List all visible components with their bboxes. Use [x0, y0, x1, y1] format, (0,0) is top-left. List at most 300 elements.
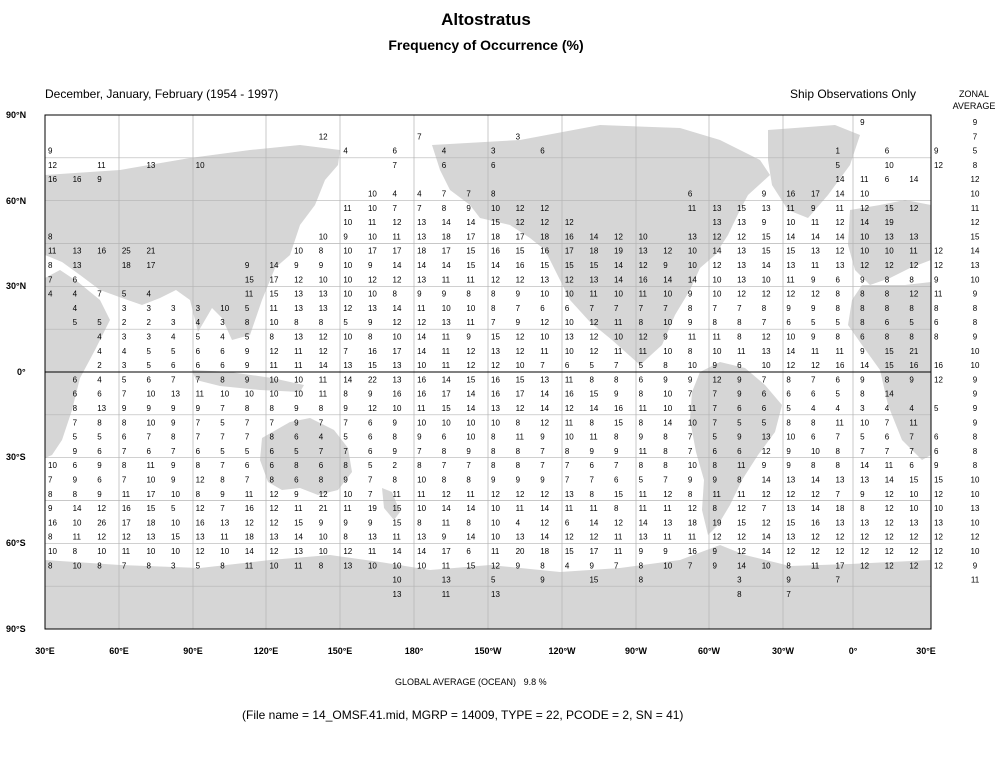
- cell-value: 15: [589, 575, 599, 585]
- cell-value: 7: [417, 446, 422, 456]
- cell-value: 10: [318, 275, 328, 285]
- cell-value: 15: [244, 275, 254, 285]
- cell-value: 12: [515, 332, 525, 342]
- cell-value: 11: [48, 246, 57, 256]
- cell-value: 8: [835, 446, 841, 456]
- zonal-average-value: 8: [972, 160, 978, 170]
- cell-value: 7: [761, 318, 767, 328]
- cell-value: 11: [392, 532, 401, 542]
- cell-value: 17: [466, 232, 476, 242]
- cell-value: 9: [97, 489, 102, 499]
- cell-value: 11: [392, 489, 401, 499]
- cell-value: 12: [589, 318, 599, 328]
- cell-value: 12: [269, 346, 279, 356]
- cell-value: 25: [121, 246, 131, 256]
- cell-value: 13: [737, 275, 747, 285]
- lon-label-90w: 90°W: [624, 646, 648, 656]
- cell-value: 14: [761, 547, 771, 556]
- cell-value: 12: [515, 404, 525, 413]
- cell-value: 11: [687, 404, 697, 413]
- cell-value: 8: [48, 489, 53, 499]
- cell-value: 8: [441, 446, 447, 456]
- cell-value: 7: [663, 303, 668, 313]
- cell-value: 6: [564, 303, 570, 313]
- cell-value: 15: [515, 375, 525, 385]
- cell-value: 13: [220, 518, 230, 528]
- cell-value: 16: [934, 361, 943, 371]
- cell-value: 8: [515, 461, 521, 471]
- cell-value: 8: [244, 404, 250, 413]
- lon-label-60w: 60°W: [697, 646, 721, 656]
- zonal-average-value: 10: [970, 518, 980, 528]
- cell-value: 14: [441, 375, 451, 385]
- cell-value: 7: [884, 418, 890, 428]
- cell-value: 10: [343, 489, 353, 499]
- cell-value: 6: [72, 275, 78, 285]
- cell-value: 13: [687, 232, 697, 242]
- cell-value: 7: [466, 189, 471, 199]
- cell-value: 8: [491, 289, 496, 299]
- cell-value: 5: [195, 561, 201, 571]
- cell-value: 7: [244, 432, 250, 442]
- cell-value: 12: [343, 303, 353, 313]
- cell-value: 17: [589, 547, 599, 556]
- cell-value: 13: [860, 518, 870, 528]
- cell-value: 11: [367, 547, 377, 556]
- cell-value: 6: [97, 446, 102, 456]
- cell-value: 13: [195, 532, 205, 542]
- cell-value: 18: [146, 518, 156, 528]
- cell-value: 10: [220, 303, 230, 313]
- cell-value: 8: [343, 389, 348, 399]
- cell-value: 9: [614, 446, 619, 456]
- cell-value: 12: [934, 261, 943, 270]
- cell-value: 7: [318, 446, 324, 456]
- cell-value: 11: [441, 346, 451, 356]
- cell-value: 7: [663, 475, 668, 485]
- cell-value: 10: [318, 232, 328, 242]
- cell-value: 9: [318, 261, 324, 270]
- cell-value: 12: [737, 532, 747, 542]
- cell-value: 9: [712, 475, 717, 485]
- cell-value: 11: [835, 346, 844, 356]
- cell-value: 11: [884, 461, 894, 471]
- zonal-average-value: 11: [970, 203, 980, 213]
- cell-value: 8: [589, 418, 594, 428]
- cell-value: 4: [171, 332, 176, 342]
- cell-value: 9: [712, 561, 717, 571]
- cell-value: 13: [392, 375, 402, 385]
- cell-value: 12: [614, 232, 623, 242]
- cell-value: 12: [491, 489, 500, 499]
- cell-value: 9: [761, 218, 767, 228]
- global-average-label: GLOBAL AVERAGE (OCEAN): [395, 677, 517, 687]
- cell-value: 10: [540, 332, 550, 342]
- cell-value: 21: [909, 346, 919, 356]
- cell-value: 11: [835, 418, 844, 428]
- lon-label-120w: 120°W: [548, 646, 576, 656]
- cell-value: 11: [663, 532, 672, 542]
- cell-value: 11: [515, 432, 524, 442]
- cell-value: 14: [884, 475, 894, 485]
- cell-value: 16: [48, 175, 57, 185]
- cell-value: 10: [269, 561, 279, 571]
- cell-value: 14: [318, 361, 328, 371]
- cell-value: 6: [737, 404, 742, 413]
- cell-value: 11: [614, 547, 623, 556]
- cell-value: 11: [835, 203, 844, 213]
- cell-value: 11: [294, 346, 303, 356]
- cell-value: 8: [48, 532, 53, 542]
- cell-value: 7: [48, 475, 53, 485]
- cell-value: 9: [294, 261, 299, 270]
- cell-value: 11: [540, 346, 549, 356]
- cell-value: 12: [810, 289, 820, 299]
- cell-value: 10: [269, 389, 279, 399]
- cell-value: 9: [663, 375, 668, 385]
- cell-value: 16: [195, 518, 205, 528]
- cell-value: 6: [72, 389, 78, 399]
- cell-value: 12: [835, 532, 845, 542]
- cell-value: 14: [466, 532, 476, 542]
- cell-value: 12: [515, 218, 525, 228]
- zonal-average-value: 10: [970, 361, 980, 371]
- cell-value: 6: [835, 375, 841, 385]
- cell-value: 13: [392, 589, 402, 599]
- cell-value: 9: [97, 175, 102, 185]
- cell-value: 8: [860, 303, 865, 313]
- cell-value: 18: [589, 246, 599, 256]
- cell-value: 12: [934, 160, 943, 170]
- cell-value: 15: [392, 504, 402, 514]
- cell-value: 5: [121, 289, 127, 299]
- cell-value: 12: [589, 532, 599, 542]
- cell-value: 14: [466, 389, 476, 399]
- cell-value: 12: [860, 203, 870, 213]
- cell-value: 11: [97, 160, 106, 170]
- zonal-average-value: 9: [972, 375, 978, 385]
- cell-value: 7: [737, 303, 742, 313]
- cell-value: 15: [786, 246, 796, 256]
- cell-value: 7: [540, 446, 545, 456]
- cell-value: 14: [392, 303, 402, 313]
- cell-value: 11: [244, 489, 254, 499]
- lon-label-120e: 120°E: [253, 646, 279, 656]
- cell-value: 11: [491, 547, 500, 556]
- cell-value: 13: [786, 504, 796, 514]
- zonal-average-value: 13: [970, 504, 980, 514]
- cell-value: 5: [934, 404, 939, 413]
- cell-value: 12: [244, 518, 254, 528]
- cell-value: 13: [146, 160, 156, 170]
- cell-value: 14: [884, 389, 894, 399]
- file-info: (File name = 14_OMSF.41.mid, MGRP = 14009, TYPE = 22, PCODE = 2, SN = 41): [242, 708, 684, 722]
- cell-value: 6: [72, 461, 78, 471]
- cell-value: 12: [663, 489, 673, 499]
- cell-value: 15: [564, 547, 574, 556]
- cell-value: 14: [638, 518, 648, 528]
- cell-value: 10: [417, 418, 427, 428]
- cell-value: 16: [515, 261, 525, 270]
- cell-value: 11: [343, 504, 352, 514]
- cell-value: 2: [121, 318, 127, 328]
- cell-value: 7: [72, 418, 78, 428]
- cell-value: 16: [638, 275, 648, 285]
- cell-value: 14: [614, 275, 623, 285]
- cell-value: 14: [244, 547, 254, 556]
- cell-value: 9: [737, 375, 742, 385]
- cell-value: 12: [687, 504, 697, 514]
- cell-value: 10: [392, 575, 402, 585]
- cell-value: 8: [564, 446, 570, 456]
- cell-value: 12: [318, 132, 328, 142]
- cell-value: 8: [663, 461, 668, 471]
- cell-value: 13: [909, 518, 919, 528]
- cell-value: 8: [786, 561, 791, 571]
- cell-value: 9: [860, 375, 865, 385]
- cell-value: 3: [171, 318, 176, 328]
- cell-value: 9: [687, 375, 693, 385]
- cell-value: 8: [195, 461, 201, 471]
- cell-value: 12: [589, 332, 599, 342]
- cell-value: 8: [761, 303, 767, 313]
- cell-value: 9: [343, 475, 348, 485]
- cell-value: 8: [121, 461, 127, 471]
- cell-value: 11: [909, 246, 918, 256]
- cell-value: 6: [195, 346, 201, 356]
- cell-value: 7: [491, 318, 496, 328]
- cell-value: 4: [220, 332, 225, 342]
- cell-value: 14: [860, 361, 870, 371]
- cell-value: 10: [786, 332, 796, 342]
- cell-value: 8: [97, 561, 102, 571]
- cell-value: 6: [540, 303, 545, 313]
- cell-value: 4: [835, 404, 841, 413]
- cell-value: 10: [367, 189, 377, 199]
- cell-value: 16: [786, 189, 796, 199]
- cell-value: 9: [491, 475, 496, 485]
- cell-value: 12: [638, 261, 648, 270]
- lon-label-150w: 150°W: [474, 646, 502, 656]
- cell-value: 10: [294, 375, 304, 385]
- cell-value: 12: [860, 261, 870, 270]
- cell-value: 12: [712, 232, 722, 242]
- cell-value: 15: [491, 332, 500, 342]
- cell-value: 11: [466, 275, 475, 285]
- cell-value: 12: [195, 504, 205, 514]
- cell-value: 8: [934, 332, 939, 342]
- cell-value: 9: [687, 475, 693, 485]
- cell-value: 13: [564, 489, 574, 499]
- cell-value: 5: [171, 346, 176, 356]
- cell-value: 8: [392, 475, 398, 485]
- cell-value: 17: [441, 547, 451, 556]
- cell-value: 12: [884, 547, 894, 556]
- cell-value: 5: [909, 318, 914, 328]
- cell-value: 12: [491, 561, 500, 571]
- lat-label-eq: 0°: [17, 367, 26, 377]
- cell-value: 11: [417, 303, 426, 313]
- cell-value: 14: [663, 275, 673, 285]
- cell-value: 13: [860, 475, 870, 485]
- cell-value: 8: [269, 404, 274, 413]
- chart-subtitle: Frequency of Occurrence (%): [388, 37, 584, 53]
- cell-value: 7: [614, 561, 619, 571]
- cell-value: 10: [318, 532, 328, 542]
- cell-value: 12: [294, 275, 304, 285]
- cell-value: 10: [786, 432, 796, 442]
- zonal-average-value: 10: [970, 489, 980, 499]
- cell-value: 13: [712, 218, 722, 228]
- cell-value: 11: [294, 561, 303, 571]
- cell-value: 8: [466, 518, 471, 528]
- cell-value: 11: [712, 489, 721, 499]
- cell-value: 3: [171, 303, 176, 313]
- cell-value: 12: [367, 404, 377, 413]
- cell-value: 21: [318, 504, 328, 514]
- source-note: Ship Observations Only: [790, 87, 917, 101]
- cell-value: 16: [417, 375, 427, 385]
- cell-value: 8: [860, 504, 865, 514]
- cell-value: 8: [318, 318, 324, 328]
- cell-value: 10: [614, 289, 623, 299]
- cell-value: 12: [737, 289, 747, 299]
- cell-value: 10: [343, 246, 353, 256]
- cell-value: 9: [786, 303, 791, 313]
- cell-value: 9: [343, 518, 348, 528]
- cell-value: 7: [564, 475, 570, 485]
- cell-value: 11: [244, 289, 254, 299]
- cell-value: 11: [614, 532, 623, 542]
- cell-value: 5: [786, 404, 791, 413]
- cell-value: 11: [810, 346, 820, 356]
- cell-value: 10: [909, 489, 919, 499]
- cell-value: 11: [589, 432, 598, 442]
- cell-value: 16: [48, 518, 57, 528]
- cell-value: 16: [367, 346, 377, 356]
- cell-value: 6: [220, 346, 225, 356]
- cell-value: 13: [146, 532, 156, 542]
- cell-value: 12: [712, 375, 722, 385]
- cell-value: 10: [417, 504, 427, 514]
- cell-value: 9: [638, 547, 644, 556]
- cell-value: 8: [638, 418, 644, 428]
- cell-value: 11: [786, 203, 795, 213]
- cell-value: 7: [835, 575, 841, 585]
- cell-value: 11: [244, 561, 254, 571]
- cell-value: 5: [72, 318, 78, 328]
- zonal-average-value: 12: [970, 218, 980, 228]
- cell-value: 8: [220, 561, 225, 571]
- cell-value: 12: [392, 318, 402, 328]
- cell-value: 6: [269, 461, 274, 471]
- cell-value: 11: [589, 289, 598, 299]
- cell-value: 10: [318, 547, 328, 556]
- cell-value: 6: [614, 475, 619, 485]
- cell-value: 7: [786, 589, 791, 599]
- cell-value: 7: [687, 561, 693, 571]
- cell-value: 6: [220, 361, 225, 371]
- cell-value: 2: [146, 318, 151, 328]
- cell-value: 6: [589, 461, 594, 471]
- cell-value: 4: [909, 404, 914, 413]
- cell-value: 15: [466, 375, 476, 385]
- cell-value: 8: [318, 246, 324, 256]
- cell-value: 15: [884, 203, 894, 213]
- cell-value: 10: [687, 361, 697, 371]
- cell-value: 13: [712, 203, 722, 213]
- zonal-average-value: 10: [970, 547, 980, 556]
- cell-value: 10: [220, 547, 230, 556]
- cell-value: 7: [343, 446, 348, 456]
- cell-value: 5: [491, 575, 496, 585]
- cell-value: 13: [564, 332, 574, 342]
- cell-value: 8: [909, 275, 914, 285]
- cell-value: 14: [909, 175, 919, 185]
- cell-value: 14: [810, 232, 820, 242]
- cell-value: 6: [294, 475, 299, 485]
- cell-value: 18: [687, 518, 697, 528]
- lon-label-90e: 90°E: [183, 646, 203, 656]
- cell-value: 12: [786, 489, 796, 499]
- cell-value: 12: [121, 532, 131, 542]
- lat-label-60n: 60°N: [6, 196, 27, 206]
- cell-value: 14: [540, 504, 550, 514]
- cell-value: 15: [737, 518, 747, 528]
- cell-value: 9: [515, 561, 521, 571]
- cell-value: 10: [515, 361, 525, 371]
- zonal-average-value: 9: [972, 118, 978, 127]
- cell-value: 17: [441, 246, 451, 256]
- cell-value: 5: [146, 346, 151, 356]
- cell-value: 1: [835, 146, 841, 156]
- cell-value: 13: [417, 232, 427, 242]
- cell-value: 12: [269, 518, 279, 528]
- cell-value: 13: [392, 361, 402, 371]
- lon-label-180: 180°: [404, 646, 424, 656]
- cell-value: 10: [343, 261, 353, 270]
- cell-value: 12: [564, 404, 574, 413]
- cell-value: 11: [367, 218, 377, 228]
- cell-value: 10: [687, 261, 697, 270]
- cell-value: 10: [491, 203, 500, 213]
- cell-value: 6: [367, 432, 373, 442]
- cell-value: 9: [244, 346, 250, 356]
- cell-value: 10: [171, 518, 180, 528]
- cell-value: 7: [171, 446, 176, 456]
- cell-value: 11: [712, 332, 721, 342]
- cell-value: 15: [614, 418, 623, 428]
- cell-value: 9: [737, 389, 742, 399]
- cell-value: 12: [318, 332, 328, 342]
- cell-value: 6: [761, 389, 767, 399]
- cell-value: 8: [786, 418, 791, 428]
- cell-value: 13: [737, 218, 747, 228]
- cell-value: 8: [515, 446, 521, 456]
- cell-value: 6: [367, 418, 373, 428]
- cell-value: 12: [934, 246, 943, 256]
- cell-value: 12: [934, 375, 943, 385]
- lon-label-30e: 30°E: [35, 646, 55, 656]
- cell-value: 4: [441, 146, 447, 156]
- cell-value: 8: [884, 332, 890, 342]
- cell-value: 13: [491, 589, 500, 599]
- cell-value: 12: [614, 518, 623, 528]
- cell-value: 12: [638, 332, 648, 342]
- cell-value: 8: [491, 303, 496, 313]
- cell-value: 12: [934, 532, 943, 542]
- zonal-average-value: 7: [972, 132, 978, 142]
